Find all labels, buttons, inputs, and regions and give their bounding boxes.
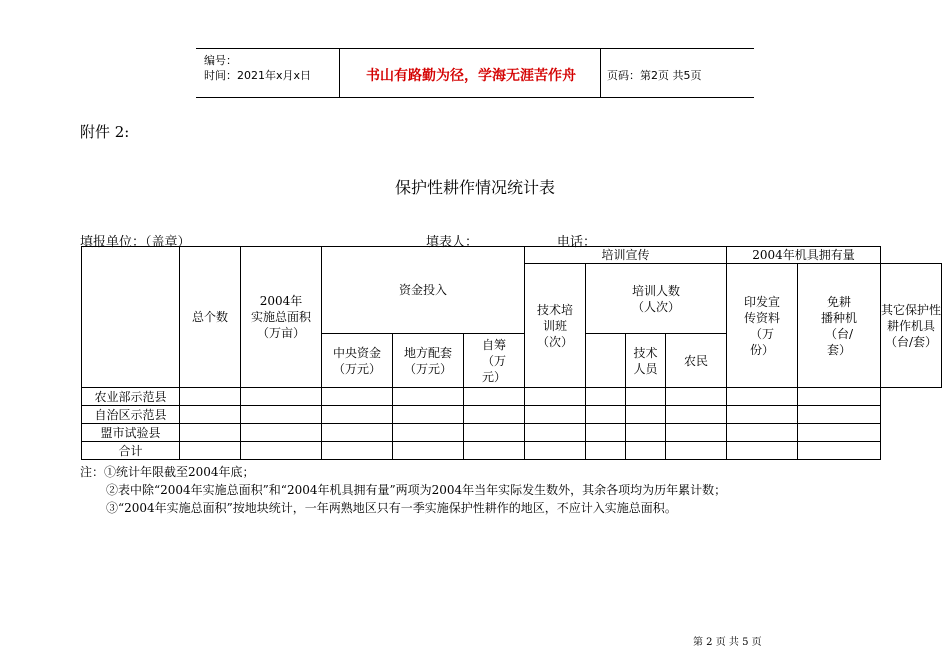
col-trainees-line: 培训人数 [631,283,680,298]
row-label: 自治区示范县 [82,406,180,424]
table-row [82,406,942,424]
col-notill-line: 免耕 [826,294,851,309]
table-title: 保护性耕作情况统计表 [394,178,555,197]
sub-local-line: （万元） [403,361,452,376]
page-footer: 第 2 页 共 5 页 [693,637,762,648]
document-header [196,48,754,98]
group-machinery-header: 2004年机具拥有量 [727,247,881,264]
attachment-label: 附件 2: [80,123,130,141]
note-line: ③“2004年实施总面积”按地块统计，一年两熟地区只有一季实施保护性耕作的地区，不应计入实施总面积。 [106,501,677,515]
sub-self-line: 自筹 [481,337,506,352]
col-notill-line: （台/ [824,326,854,341]
note-line: ②表中除“2004年实施总面积”和“2004年机具拥有量”两项为2004年当年实际发生数外，其余各项均为历年累计数； [106,483,727,497]
col-materials-line: 份） [749,342,774,357]
note-line: 注：①统计年限截至2004年底； [80,465,255,479]
col-trainees-line: （人次） [631,299,680,314]
sub-local-header [393,334,464,388]
header-motto-cell [339,49,601,97]
header-motto: 书山有路勤为径，学海无涯苦作舟 [366,68,576,84]
header-page-label: 页码：第2页 共5页 [607,69,702,82]
header-page-cell [601,49,754,97]
col-materials-line: 传资料 [743,310,780,325]
sub-farmer-header: 农民 [666,334,727,388]
table-row [82,424,942,442]
col-other-line: 耕作机具 [887,318,936,333]
sub-tech-line: 人员 [633,361,658,376]
col-area-line: 实施总面积 [250,310,311,324]
sub-tech-header [626,334,666,388]
col-class-line: 技术培 [536,302,573,317]
header-meta [196,49,338,97]
document-time-label: 时间：2021年x月x日 [204,69,312,82]
col-other-line: （台/套） [884,334,938,349]
table-row [82,388,942,406]
sub-central-header [322,334,393,388]
sub-local-line: 地方配套 [403,345,452,360]
group-training-header: 培训宣传 [525,247,727,264]
sub-central-line: 中央资金 [332,345,381,360]
fill-unit-label: 填报单位：（盖章） [80,235,191,250]
sub-self-line: 元） [481,369,506,384]
col-class-line: 训班 [542,318,567,333]
statistics-table [81,246,942,460]
col-other-header [881,264,942,388]
document-number-label: 编号： [204,54,237,67]
col-notill-line: 播种机 [820,310,857,325]
table-row [82,442,942,460]
sub-self-line: （万 [481,353,506,368]
col-total-header: 总个数 [180,247,241,388]
fill-filler-label: 填表人： [426,235,479,250]
row-label: 合计 [82,442,180,460]
row-label: 农业部示范县 [82,388,180,406]
sub-tech-line: 技术 [633,345,658,360]
col-other-line: 其它保护性 [881,302,942,317]
col-class-line: （次） [536,334,573,349]
col-materials-line: （万 [749,326,774,341]
col-notill-line: 套） [826,342,851,357]
row-label: 盟市试验县 [82,424,180,442]
fill-phone-label: 电话： [557,235,597,250]
col-area-line: （万亩） [256,326,305,340]
col-trainees-header [586,264,727,334]
col-area-line: 2004年 [259,294,303,308]
col-funds-header: 资金投入 [322,247,525,334]
col-materials-header [727,264,798,388]
sub-central-line: （万元） [332,361,381,376]
sub-self-header [464,334,525,388]
col-class-header [525,264,586,388]
col-area-header [241,247,322,388]
header-blank-cell [82,247,180,388]
sub-blank-header [586,334,626,388]
col-materials-line: 印发宣 [743,294,780,309]
col-notill-header [798,264,881,388]
